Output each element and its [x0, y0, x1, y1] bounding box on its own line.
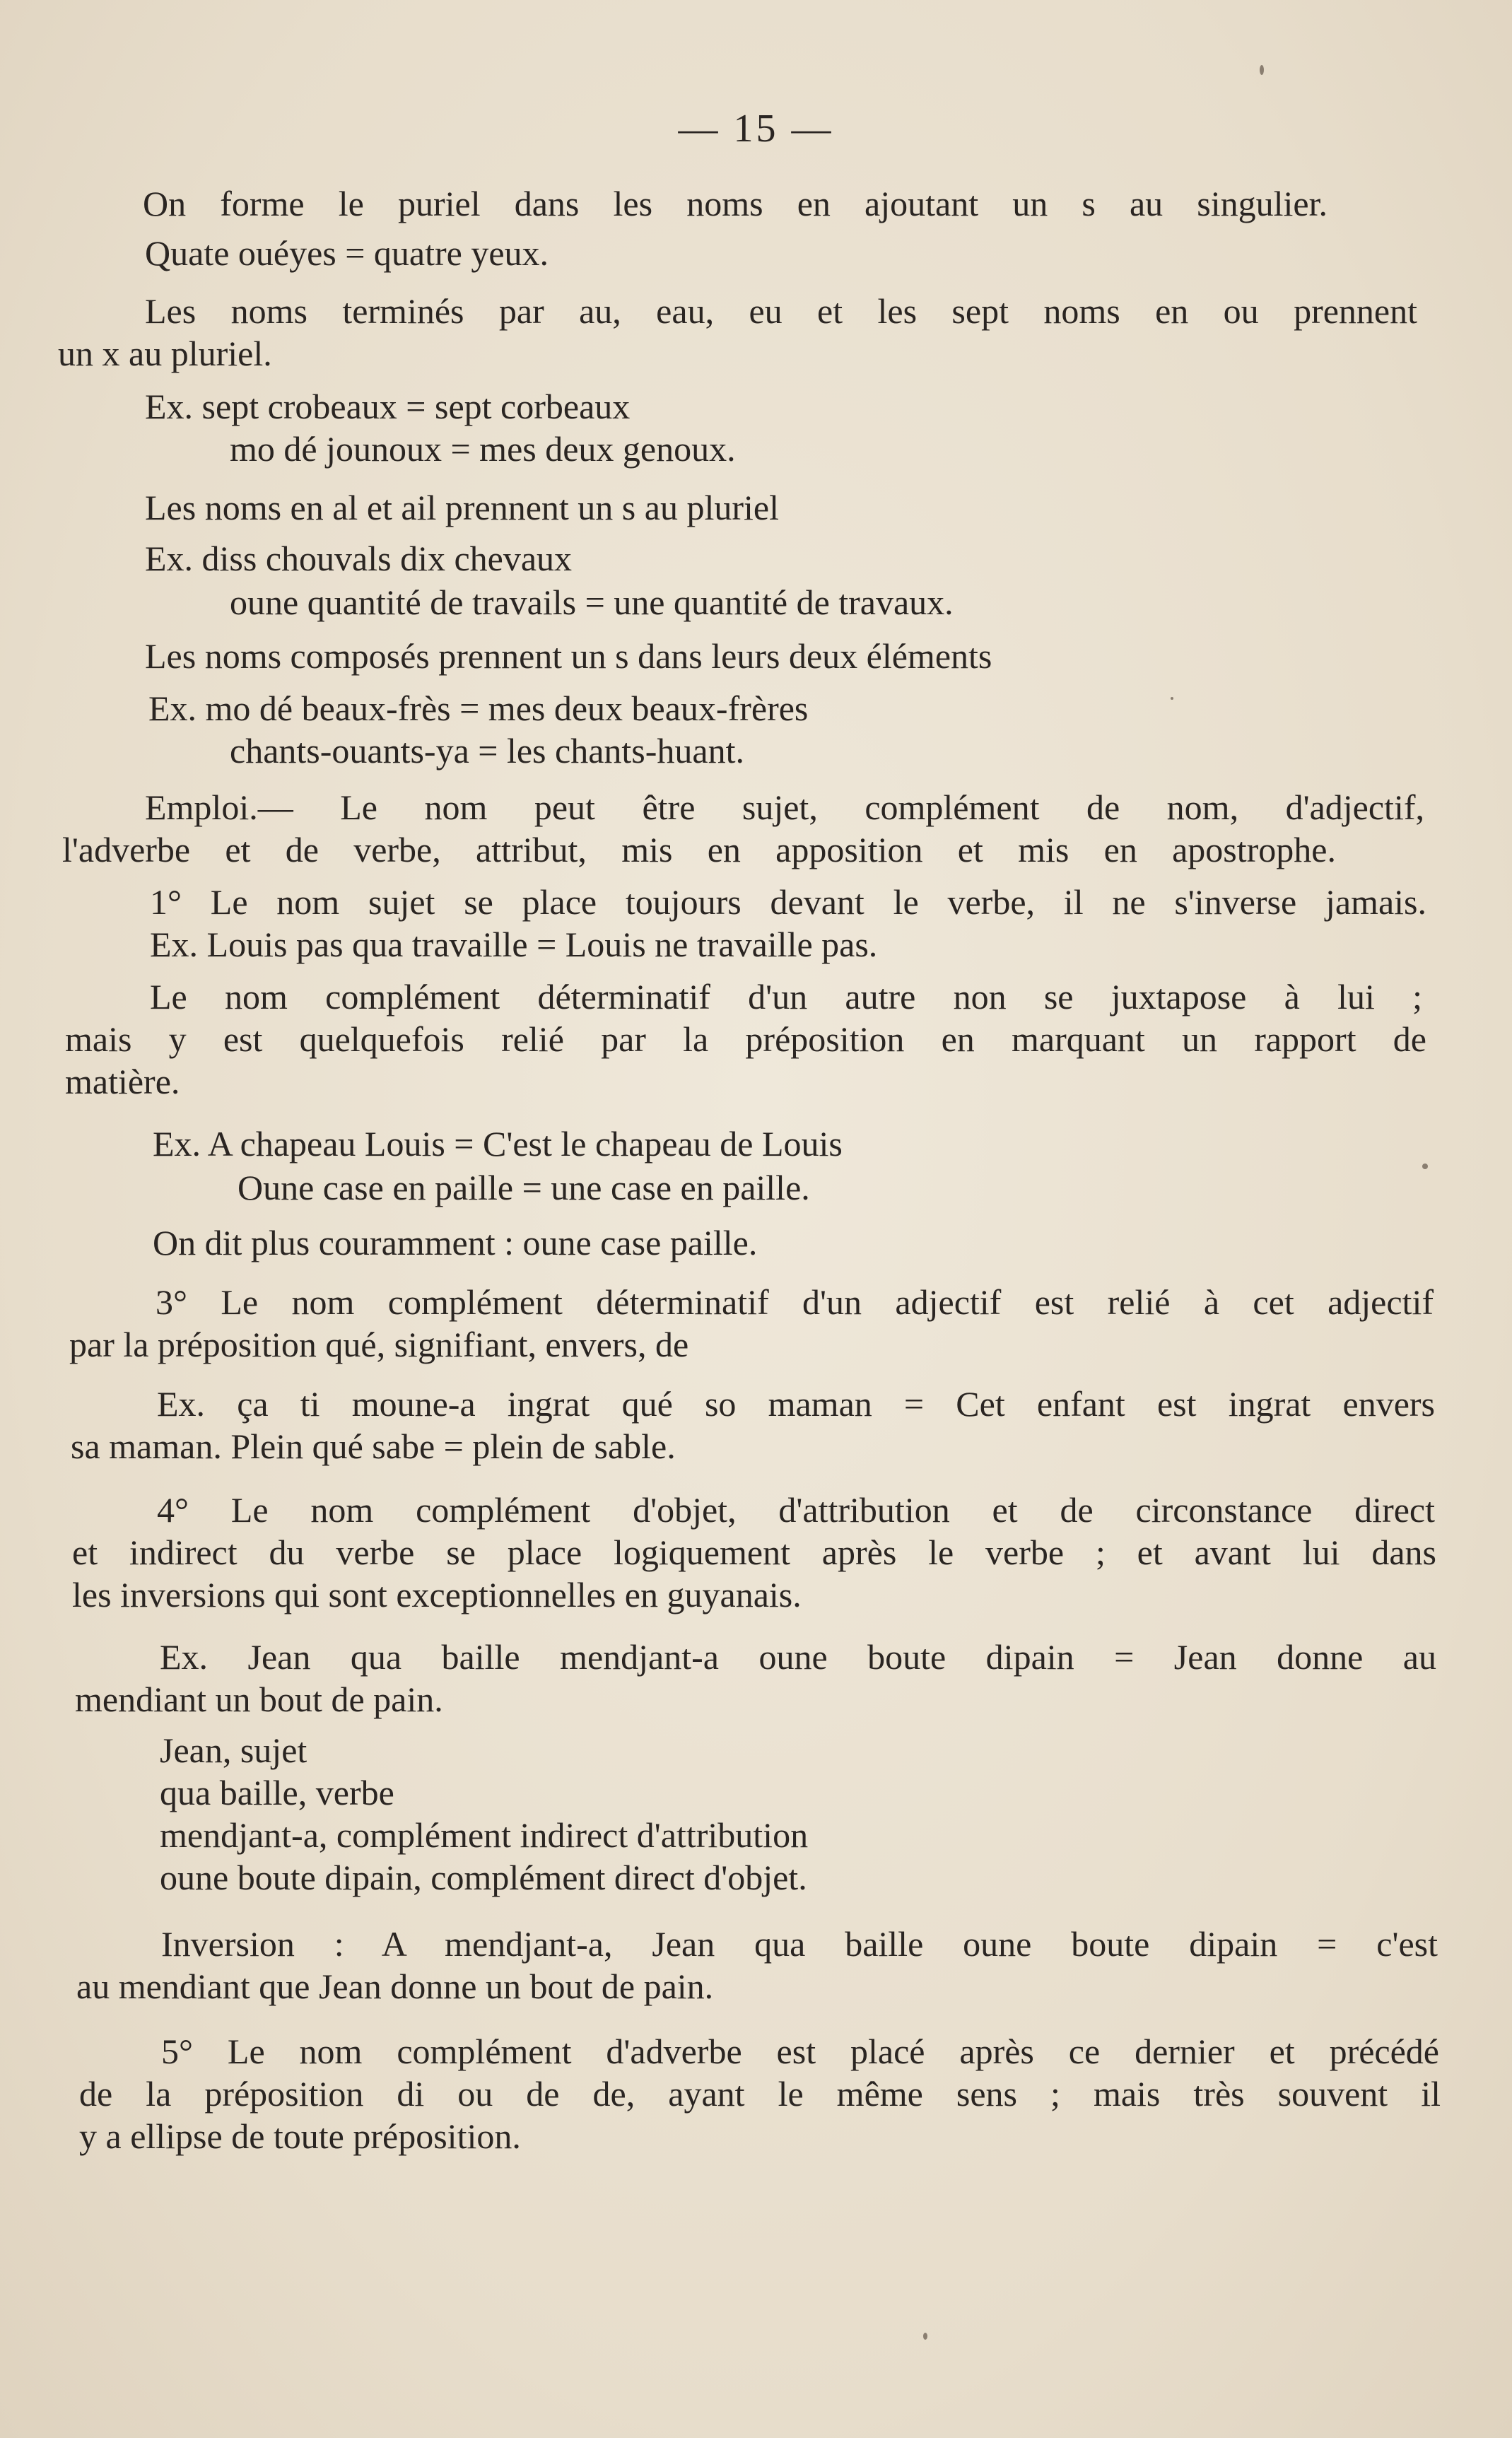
line-text: 4° Le nom complément d'objet, d'attribution et de circonstance direct [157, 1490, 1435, 1530]
line-text: Ex. diss chouvals dix chevaux [145, 539, 573, 578]
text-line [157, 1383, 1435, 1425]
line-text: Ex. ça ti moune-a ingrat qué so maman = Cet enfant est ingrat envers [157, 1384, 1435, 1424]
text-line [160, 1771, 394, 1814]
text-line [156, 1281, 1434, 1323]
line-text: Ex. Louis pas qua travaille = Louis ne travaille pas. [150, 925, 878, 964]
line-text: un x au pluriel. [58, 334, 272, 373]
line-text: mendiant un bout de pain. [75, 1680, 443, 1719]
line-text: Inversion : A mendjant-a, Jean qua baille oune boute dipain = c'est [161, 1924, 1438, 1964]
line-text: par la préposition qué, signifiant, envers, de [69, 1325, 689, 1364]
line-text: On forme le puriel dans les noms en ajoutant un s au singulier. [143, 184, 1328, 223]
line-text: 1° Le nom sujet se place toujours devant le verbe, il ne s'inverse jamais. [150, 882, 1426, 922]
text-line [145, 635, 992, 677]
paper-speck [923, 2333, 927, 2340]
line-text: et indirect du verbe se place logiquement après le verbe ; et avant lui dans [72, 1532, 1436, 1572]
text-line [58, 332, 272, 375]
line-text: Ex. A chapeau Louis = C'est le chapeau de Louis [153, 1124, 843, 1164]
text-line [79, 2115, 521, 2157]
paper-speck [1171, 697, 1173, 700]
line-text: oune boute dipain, complément direct d'objet. [160, 1858, 807, 1897]
text-line [65, 1018, 1426, 1060]
text-line [79, 2073, 1441, 2115]
text-line [161, 2030, 1439, 2073]
text-line [238, 1166, 810, 1209]
line-text: y a ellipse de toute préposition. [79, 2116, 521, 2156]
text-line [160, 1814, 808, 1856]
text-line [72, 1531, 1436, 1573]
text-line [150, 923, 877, 966]
line-text: mo dé jounoux = mes deux genoux. [230, 429, 736, 469]
text-line [150, 881, 1426, 923]
line-text: sa maman. Plein qué sabe = plein de sable. [71, 1426, 676, 1466]
text-line [145, 232, 549, 274]
text-line [75, 1678, 443, 1721]
line-text: les inversions qui sont exceptionnelles en guyanais. [72, 1575, 802, 1614]
text-line [160, 1636, 1436, 1678]
text-line [76, 1965, 713, 2008]
text-line [71, 1425, 676, 1467]
text-line [143, 182, 1328, 225]
line-text: Ex. sept crobeaux = sept corbeaux [145, 387, 631, 426]
line-text: oune quantité de travails = une quantité de travaux. [230, 582, 954, 622]
line-text: Les noms terminés par au, eau, eu et les sept noms en ou prennent [145, 291, 1417, 331]
line-text: chants-ouants-ya = les chants-huant. [230, 731, 744, 770]
text-line [153, 1221, 757, 1264]
line-text: Les noms composés prennent un s dans leurs deux éléments [145, 636, 992, 676]
text-line [150, 975, 1422, 1018]
line-text: Le nom complément déterminatif d'un autre non se juxtapose à lui ; [150, 977, 1422, 1016]
line-text: mais y est quelquefois relié par la préposition en marquant un rapport de [65, 1019, 1426, 1059]
line-text: 5° Le nom complément d'adverbe est placé après ce dernier et précédé [161, 2032, 1439, 2071]
text-line [148, 687, 808, 729]
text-line [62, 828, 1336, 871]
line-text: Ex. mo dé beaux-frès = mes deux beaux-frères [148, 688, 809, 728]
line-text: de la préposition di ou de de, ayant le même sens ; mais très souvent il [79, 2074, 1441, 2114]
line-text: 3° Le nom complément déterminatif d'un adjectif est relié à cet adjectif [156, 1282, 1434, 1322]
line-text: l'adverbe et de verbe, attribut, mis en apposition et mis en apostrophe. [62, 830, 1336, 869]
line-text: mendjant-a, complément indirect d'attribution [160, 1815, 809, 1855]
text-line [145, 537, 572, 580]
paper-speck [1260, 65, 1264, 75]
text-line [160, 1729, 307, 1771]
line-text: Emploi.— Le nom peut être sujet, complément de nom, d'adjectif, [145, 787, 1424, 827]
line-text: matière. [65, 1062, 180, 1101]
line-text: Ex. Jean qua baille mendjant-a oune boute dipain = Jean donne au [160, 1637, 1436, 1677]
text-line [230, 581, 954, 623]
page-number: — 15 — [678, 107, 834, 151]
text-line [145, 486, 779, 529]
text-line [160, 1856, 807, 1899]
line-text: qua baille, verbe [160, 1773, 394, 1812]
text-line [145, 385, 630, 428]
line-text: au mendiant que Jean donne un bout de pain. [76, 1967, 714, 2006]
paper-speck [1422, 1164, 1428, 1169]
line-text: Les noms en al et ail prennent un s au pluriel [145, 488, 779, 527]
line-text: Jean, sujet [160, 1730, 307, 1770]
text-line [153, 1123, 843, 1165]
text-line [145, 290, 1417, 332]
text-line [72, 1573, 802, 1616]
line-text: Quate ouéyes = quatre yeux. [145, 233, 549, 273]
text-line [230, 729, 744, 772]
text-line [145, 786, 1424, 828]
line-text: Oune case en paille = une case en paille. [238, 1168, 810, 1207]
text-line [65, 1060, 180, 1103]
text-line [69, 1323, 688, 1366]
line-text: On dit plus couramment : oune case paille. [153, 1223, 758, 1262]
text-line [157, 1489, 1435, 1531]
text-line [161, 1923, 1438, 1965]
text-line [230, 428, 736, 470]
